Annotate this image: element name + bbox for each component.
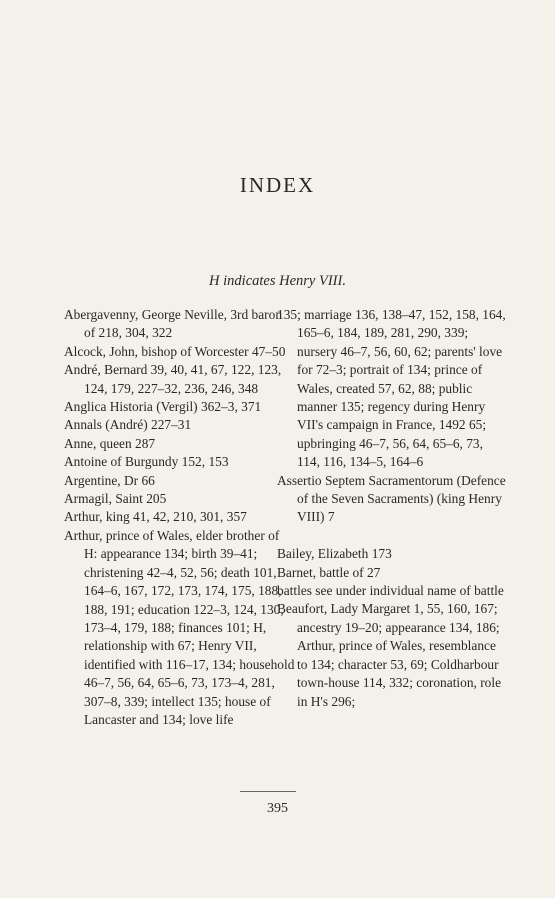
- index-entry: Bailey, Elizabeth 173: [277, 546, 392, 562]
- index-entry: Anglica Historia (Vergil) 362–3, 371: [64, 399, 262, 415]
- index-entry: battles see under individual name of battle: [277, 583, 504, 599]
- left-column: [64, 306, 296, 729]
- index-entry: Antoine of Burgundy 152, 153: [64, 454, 229, 470]
- letter-gap: [277, 527, 509, 545]
- index-entry: Armagil, Saint 205: [64, 491, 167, 507]
- index-entry: Barnet, battle of 27: [277, 564, 381, 580]
- index-entry: Arthur, king 41, 42, 210, 301, 357: [64, 509, 247, 525]
- index-entry: Assertio Septem Sacramentorum (Defence of the Seven Sacraments) (king Henry VIII) 7: [277, 472, 506, 525]
- page-number: 395: [267, 801, 288, 816]
- page-title: INDEX: [239, 173, 316, 197]
- footer-rule: [240, 791, 296, 792]
- index-entry: Alcock, John, bishop of Worcester 47–50: [64, 343, 286, 359]
- index-entry: 135; marriage 136, 138–47, 152, 158, 164, 165–6, 184, 189, 281, 290, 339; nursery 46–7, 56, 60, 62; parents' love for 72–3; portrait of 134; prince of Wales, created 57, 62, 88; public manner 135; regency during Henry VII's campaign in France, 1492 65; upbringing 46–7, 56, 64, 65–6, 73, 114, 116, 134–5, 164–6: [277, 307, 506, 470]
- index-entry: Beaufort, Lady Margaret 1, 55, 160, 167; ancestry 19–20; appearance 134, 186; Arthur, prince of Wales, resemblance to 134; character 53, 69; Coldharbour town-house 114, 332; coronation, role in H's 296;: [277, 601, 502, 709]
- index-note: H indicates Henry VIII.: [209, 273, 346, 289]
- index-entry: Annals (André) 227–31: [64, 417, 192, 433]
- index-entry: Arthur, prince of Wales, elder brother of H: appearance 134; birth 39–41; christening 42–4, 52, 56; death 101, 164–6, 167, 172, 173, 174, 175, 188, 188, 191; education 122–3, 124, 130, 173–4, 179, 188; finances 101; H, relationship with 67; Henry VII, identified with 116–17, 134; household 46–7, 56, 64, 65–6, 73, 173–4, 281, 307–8, 339; intellect 135; house of Lancaster and 134; love life: [64, 527, 295, 727]
- index-entry: André, Bernard 39, 40, 41, 67, 122, 123, 124, 179, 227–32, 236, 246, 348: [64, 362, 282, 396]
- index-entry: Anne, queen 287: [64, 435, 156, 451]
- index-entry: Abergavenny, George Neville, 3rd baron of 218, 304, 322: [64, 307, 283, 341]
- right-column: [277, 306, 509, 711]
- index-entry: Argentine, Dr 66: [64, 472, 155, 488]
